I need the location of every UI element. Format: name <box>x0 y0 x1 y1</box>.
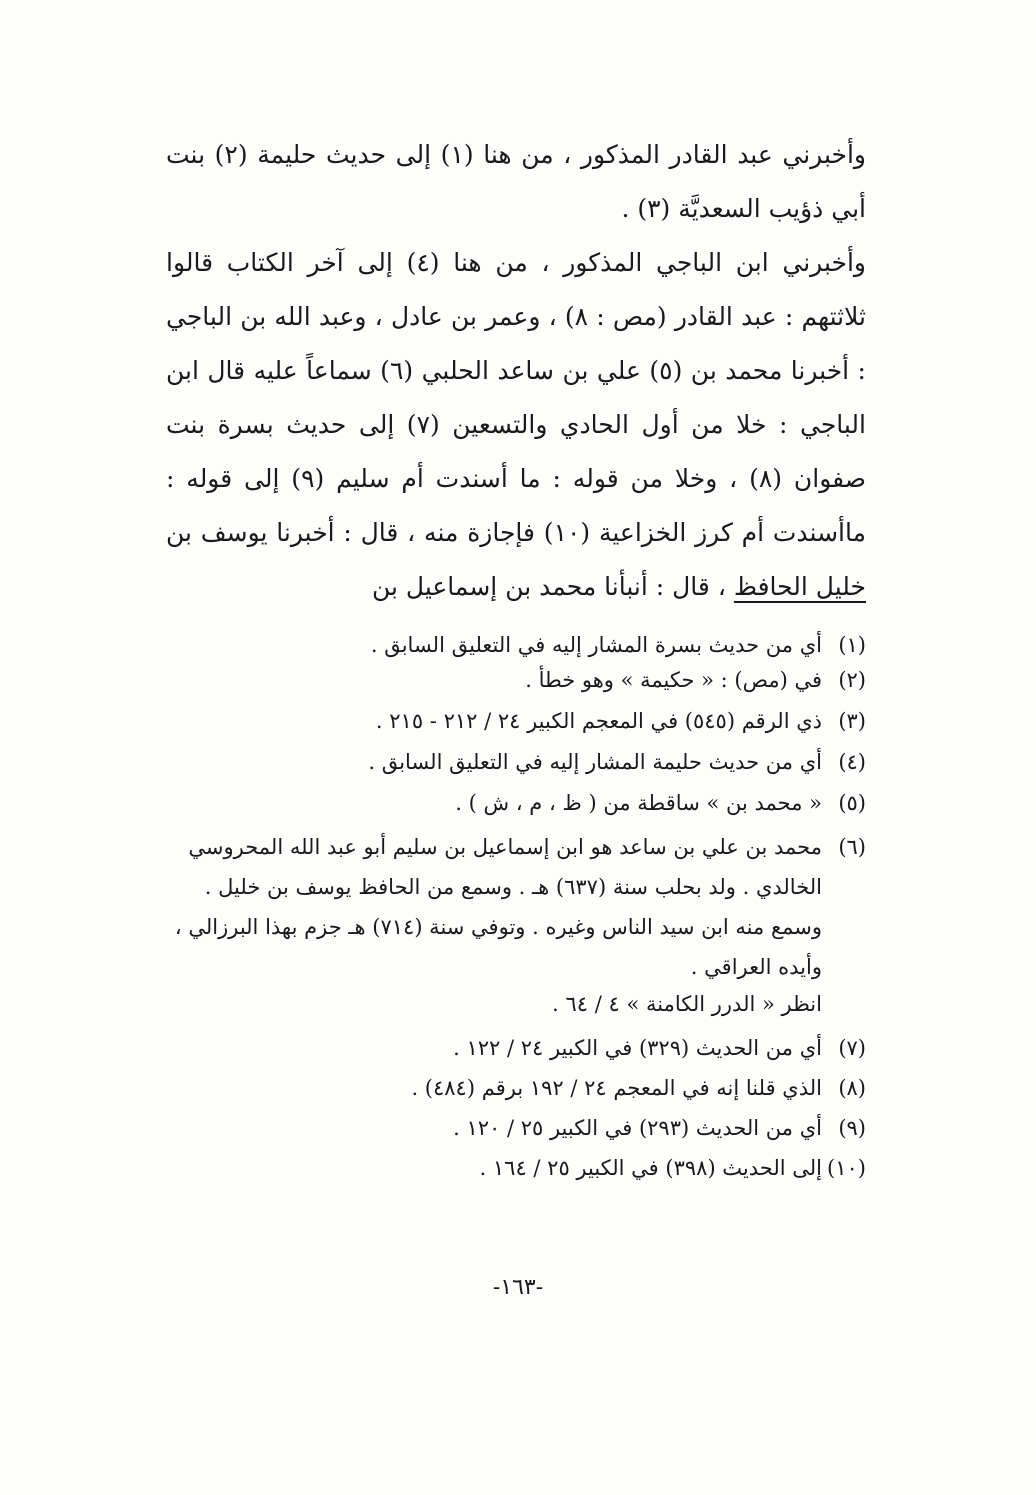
footnote <box>166 1148 866 1188</box>
footnote <box>166 827 866 987</box>
page-number: -١٦٣- <box>492 1275 544 1300</box>
footnote-number: (٩) <box>838 1116 866 1140</box>
footnote-number: (٨) <box>838 1076 866 1100</box>
main-text <box>166 128 866 614</box>
underlined-name: خليل الحافظ <box>733 572 866 601</box>
footnote-text: الذي قلنا إنه في المعجم ٢٤ / ١٩٢ برقم (٤٨٤) . <box>411 1076 822 1100</box>
footnote-text: ذي الرقم (٥٤٥) في المعجم الكبير ٢٤ / ٢١٢ - ٢١٥ . <box>375 709 822 733</box>
footnote-number: (٥) <box>838 791 866 815</box>
footnote-number <box>822 987 866 1022</box>
footnote-number: (٣) <box>838 709 866 733</box>
footnote-number: (١) <box>838 633 866 657</box>
footnote-text: في (مص) : « حكيمة » وهو خطأ . <box>525 668 822 692</box>
footnote <box>166 704 866 739</box>
footnote <box>166 786 866 821</box>
footnote-text: أي من الحديث (٢٩٣) في الكبير ٢٥ / ١٢٠ . <box>453 1116 822 1140</box>
footnote-text: « محمد بن » ساقطة من ( ظ ، م ، ش ) . <box>455 791 822 815</box>
paragraph-1: وأخبرني عبد القادر المذكور ، من هنا (١) إلى حديث حليمة (٢) بنت أبي ذؤيب السعديَّة (٣) . <box>166 140 866 223</box>
footnote-text: محمد بن علي بن ساعد هو ابن إسماعيل بن سليم أبو عبد الله المحروسي الخالدي . ولد بحلب سنة (٦٣٧) هـ . وسمع من الحافظ يوسف بن خليل . وسمع منه ابن سيد الناس وغيره . وتوفي سنة (٧١٤) هـ جزم بهذا البرزالي ، وأيده العراقي . <box>174 835 822 979</box>
footnote-number: (٧) <box>838 1036 866 1060</box>
footnote <box>166 628 866 663</box>
footnote <box>166 663 866 698</box>
footnote-number: (٦) <box>838 835 866 859</box>
footnote <box>166 987 866 1022</box>
footnote-number: (٢) <box>838 668 866 692</box>
footnote-text: أي من حديث حليمة المشار إليه في التعليق السابق . <box>368 750 822 774</box>
footnote <box>166 1108 866 1148</box>
paragraph-2 <box>166 236 866 614</box>
footnote <box>166 1068 866 1108</box>
footnote <box>166 745 866 780</box>
footnote-text: أي من الحديث (٣٢٩) في الكبير ٢٤ / ١٢٢ . <box>453 1036 822 1060</box>
footnotes <box>166 628 866 1188</box>
footnote-text: أي من حديث بسرة المشار إليه في التعليق السابق . <box>370 633 822 657</box>
footnote-number: (٤) <box>838 750 866 774</box>
footnote-text: انظر « الدرر الكامنة » ٤ / ٦٤ . <box>552 992 822 1016</box>
footnote <box>166 1028 866 1068</box>
footnote-text: إلى الحديث (٣٩٨) في الكبير ٢٥ / ١٦٤ . <box>479 1156 822 1180</box>
footnote-number: (١٠) <box>827 1156 866 1180</box>
paragraph-2-tail: ، قال : أنبأنا محمد بن إسماعيل بن <box>371 572 734 601</box>
paragraph-2-body: وأخبرني ابن الباجي المذكور ، من هنا (٤) إلى آخر الكتاب قالوا ثلاثتهم : عبد القادر (مص : ٨) ، وعمر بن عادل ، وعبد الله بن الباجي : أخبرنا محمد بن (٥) علي بن ساعد الحلبي (٦) سماعاً عليه قال ابن الباجي : خلا من أول الحادي والتسعين (٧) إلى حديث بسرة بنت صفوان (٨) ، وخلا من قوله : ما أسندت أم سليم (٩) إلى قوله : ماأسندت أم كرز الخزاعية (١٠) فإجازة منه ، قال : أخبرنا يوسف بن <box>166 248 867 547</box>
